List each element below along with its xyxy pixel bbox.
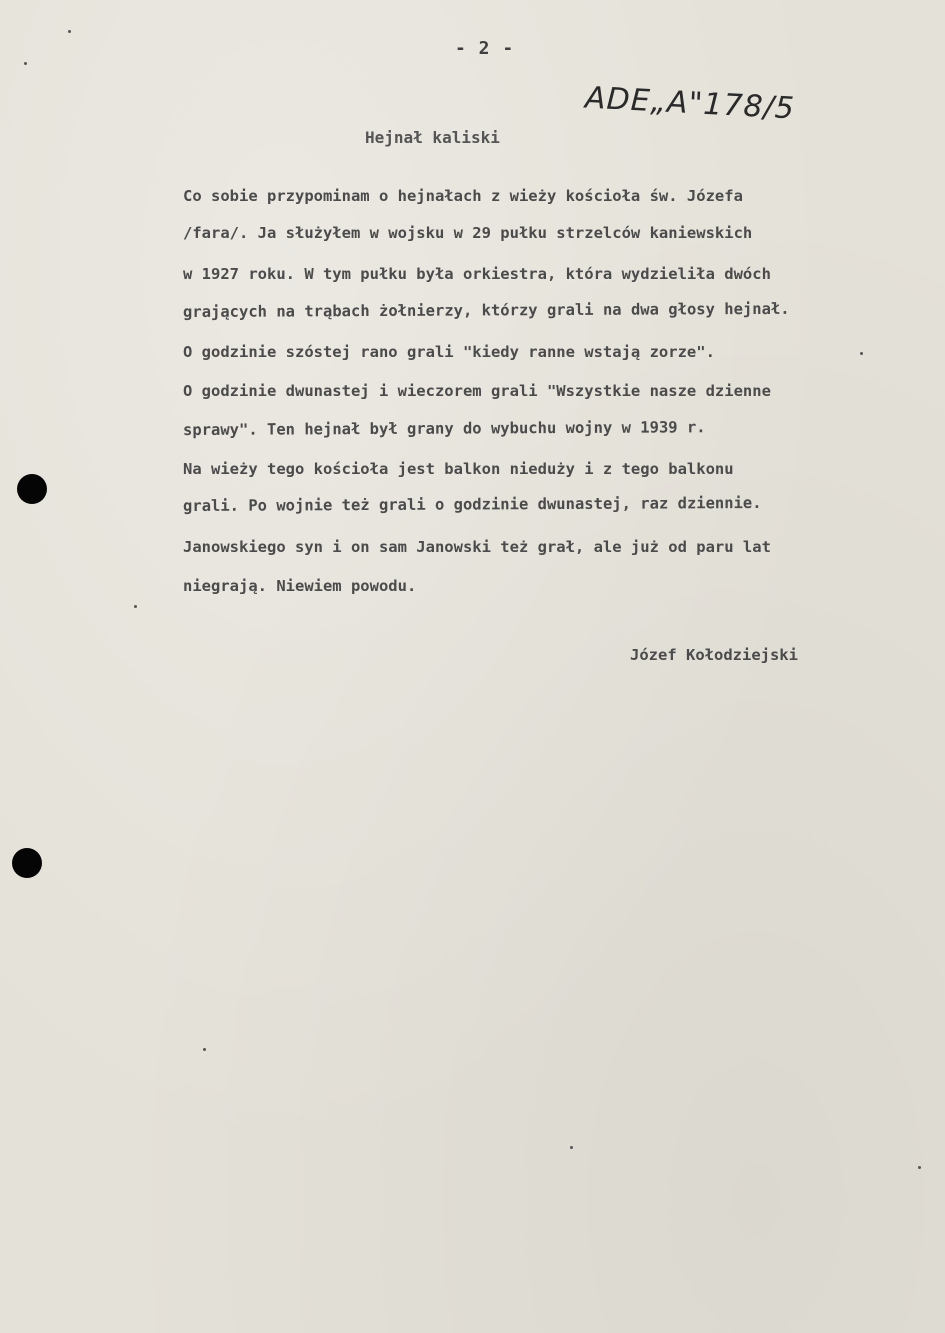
handwritten-archive-note: ADE„A"178/5 [584,80,796,127]
paper-speck [203,1048,206,1051]
text-line: Co sobie przypominam o hejnałach z wieży kościoła św. Józefa [183,187,743,205]
text-line: w 1927 roku. W tym pułku była orkiestra, która wydzieliła dwóch [183,265,771,283]
page-number: - 2 - [455,38,515,59]
text-line: Janowskiego syn i on sam Janowski też grał, ale już od paru lat [183,538,771,556]
paper-speck [570,1146,573,1149]
text-line: O godzinie dwunastej i wieczorem grali "Wszystkie nasze dzienne [183,382,771,400]
text-line: O godzinie szóstej rano grali "kiedy ranne wstają zorze". [183,343,715,361]
body-text [183,177,943,606]
text-line: sprawy". Ten hejnał był grany do wybuchu wojny w 1939 r. [182,418,706,439]
punch-hole-icon [17,474,47,504]
text-line: Na wieży tego kościoła jest balkon nieduży i z tego balkonu [183,460,734,478]
text-line: grali. Po wojnie też grali o godzinie dwunastej, raz dziennie. [182,493,762,515]
punch-hole-icon [12,848,42,878]
signature: Józef Kołodziejski [630,646,798,664]
text-line: grających na trąbach żołnierzy, którzy grali na dwa głosy hejnał. [182,299,790,321]
paper-speck [860,352,863,355]
text-line: niegrają. Niewiem powodu. [183,577,417,595]
paper-speck [24,62,27,65]
paper-speck [68,30,71,33]
document-title: Hejnał kaliski [365,128,500,147]
paper-speck [918,1166,921,1169]
text-line: /fara/. Ja służyłem w wojsku w 29 pułku strzelców kaniewskich [183,224,753,242]
paper-speck [134,605,137,608]
